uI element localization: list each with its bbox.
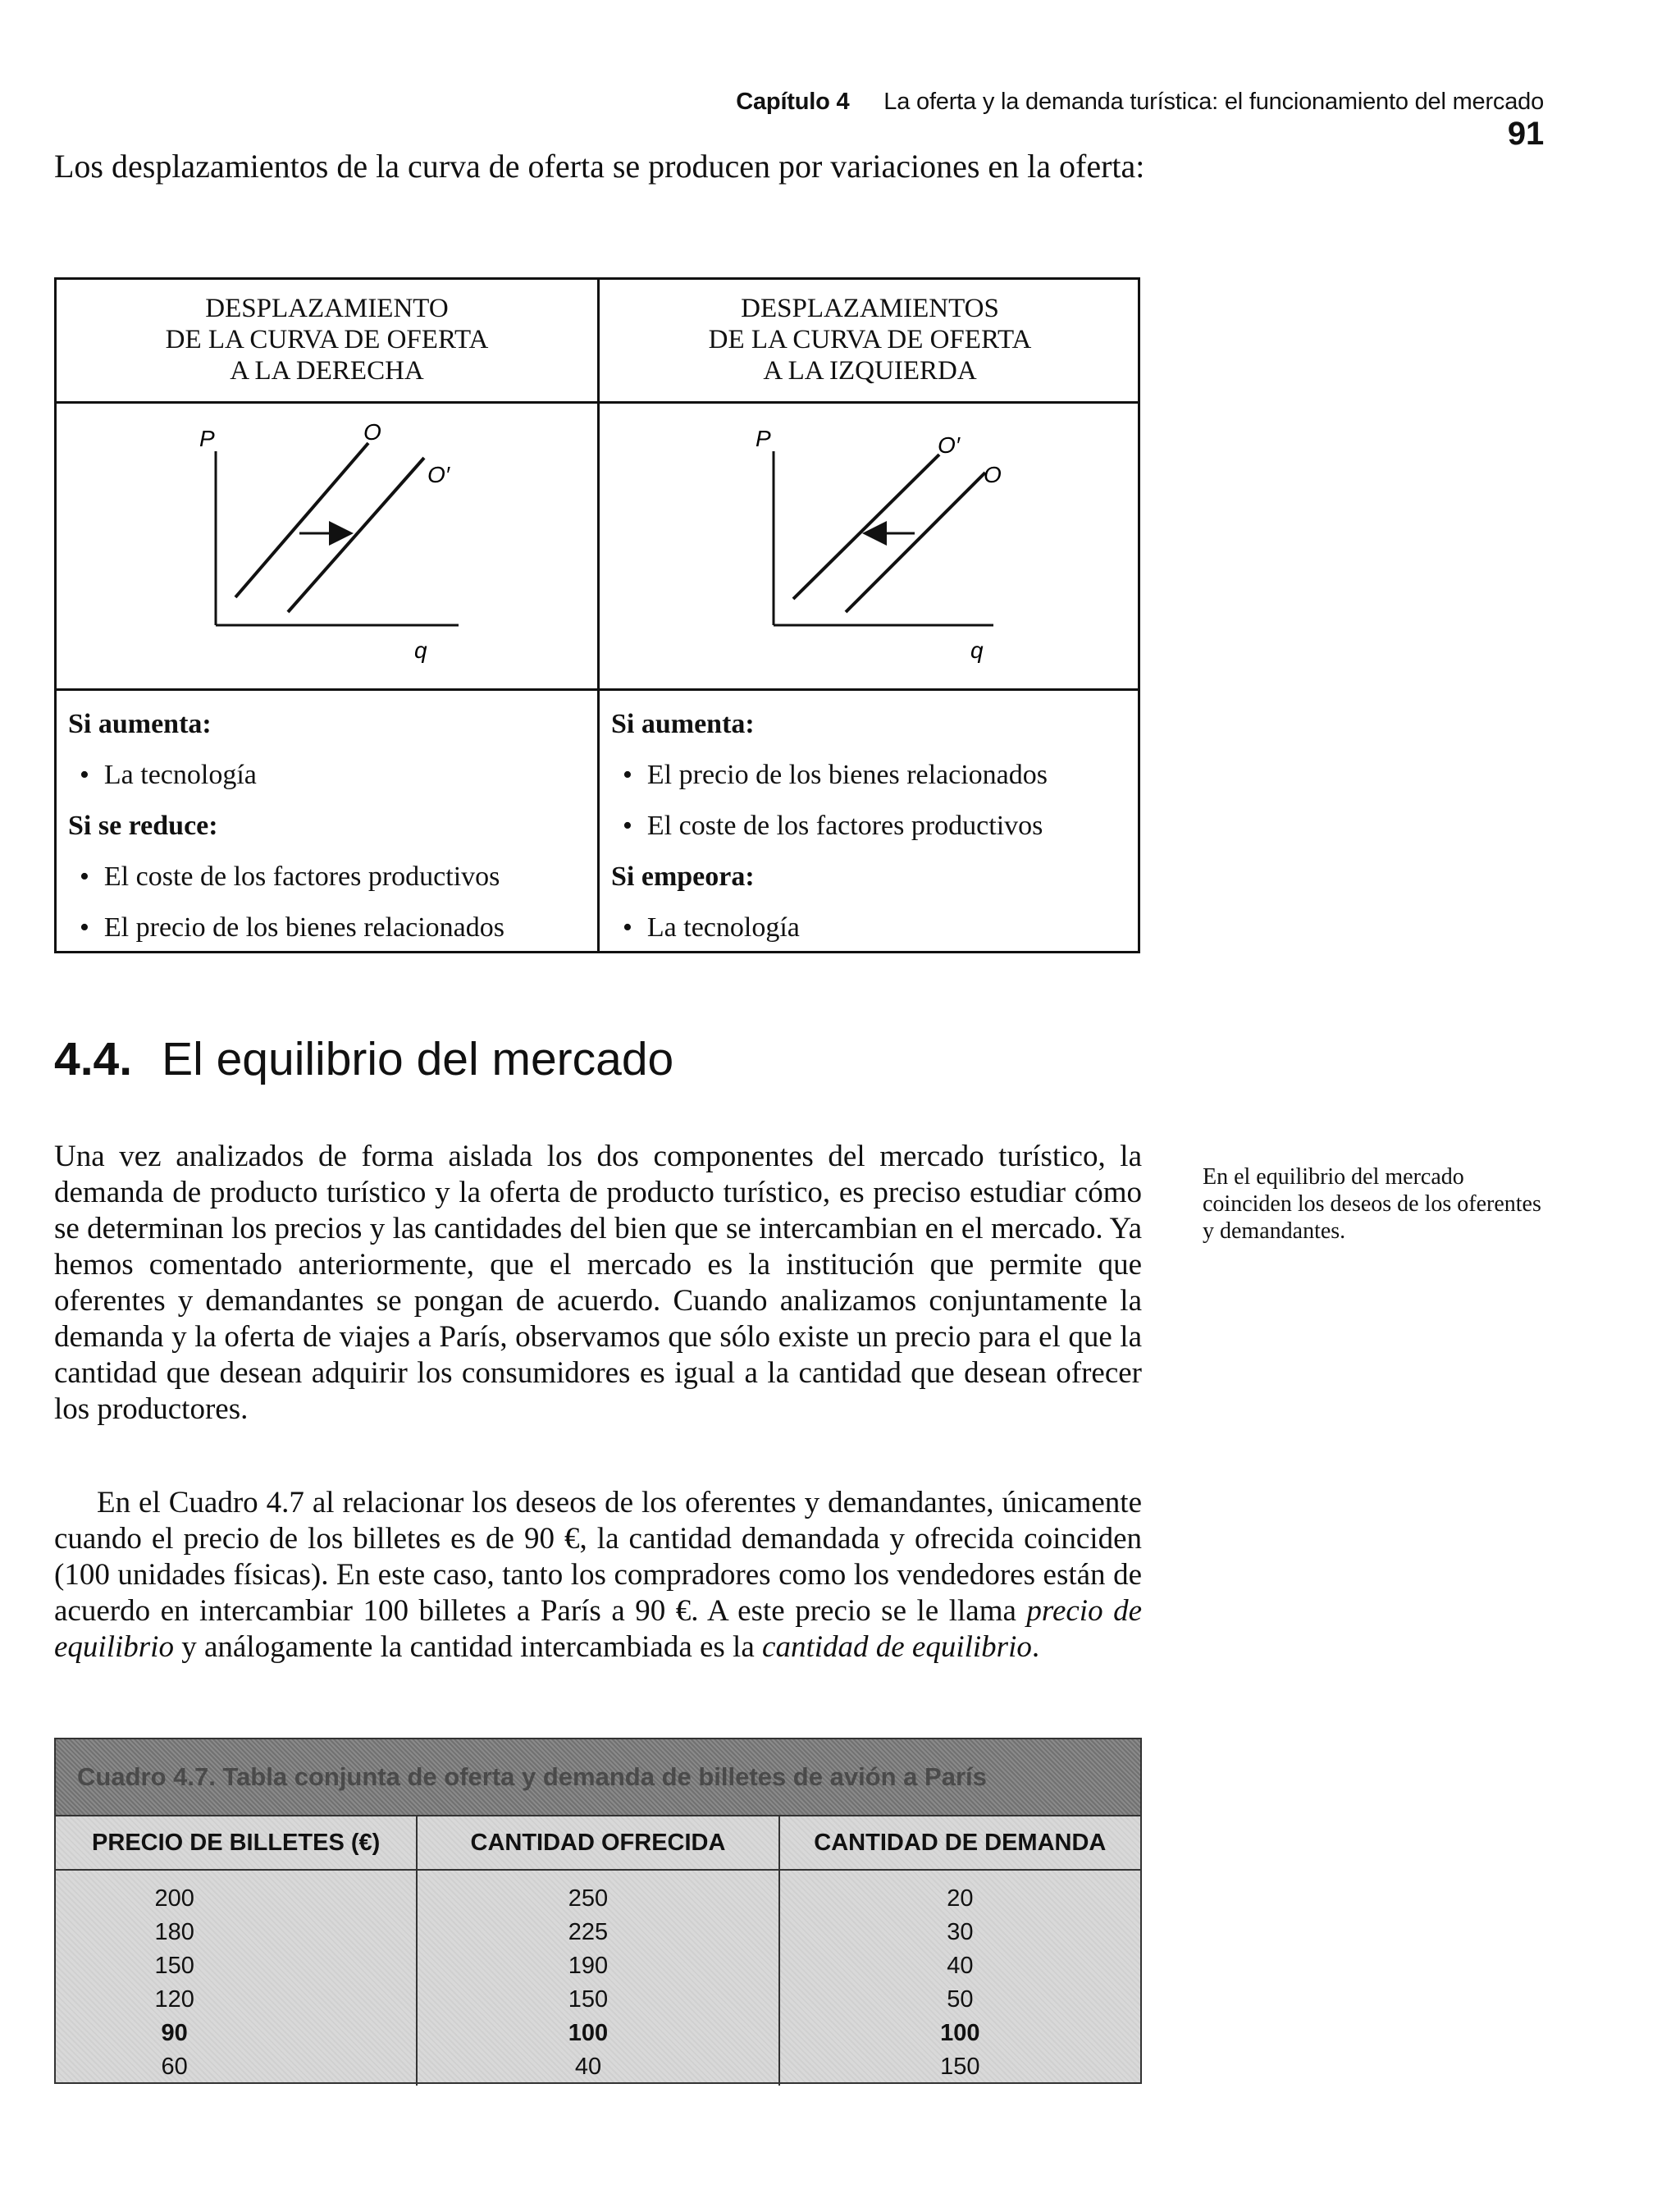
table-cell: 225 [568,1919,609,1945]
cause-item: • La tecnología [611,902,1140,953]
table-caption: Cuadro 4.7. Tabla conjunta de oferta y demanda de billetes de avión a París [56,1739,1140,1815]
intro-paragraph: Los desplazamientos de la curva de oferta se producen por variaciones en la oferta: [54,148,1145,185]
decrease-label: Si se reduce: [68,811,218,841]
cause-item: • El coste de los factores productivos [68,852,597,902]
page-number: 91 [1507,116,1544,152]
table-cell: 40 [574,2054,602,2080]
paragraph-text: . [1031,1630,1040,1664]
left-shift-heading [600,280,1140,404]
table-cell: 30 [947,1919,974,1945]
curve-o-label: O [363,419,381,445]
supply-shift-table [54,277,1140,953]
heading-line: DESPLAZAMIENTO [205,294,449,323]
table-cell: 190 [568,1953,609,1979]
section-title: El equilibrio del mercado [162,1033,674,1085]
worsen-label: Si empeora: [611,861,755,892]
section-heading [54,1032,673,1086]
right-shift-graph-svg [57,404,598,688]
q-axis-label: q [970,637,984,663]
column-header-price: PRECIO DE BILLETES (€) [92,1830,381,1856]
supply-demand-table [54,1738,1142,2084]
table-cell: 150 [568,1986,609,2013]
left-shift-causes [600,691,1140,953]
right-shift-graph [57,404,597,691]
heading-line: DE LA CURVA DE OFERTA [708,325,1032,354]
table-cell: 40 [947,1953,974,1979]
table-cell: 150 [940,2054,980,2080]
heading-line: A LA IZQUIERDA [763,356,977,386]
cause-item: • El precio de los bienes relacionados [611,750,1140,801]
curve-o-prime-label: O′ [938,432,961,458]
supply-curve-o-prime [288,458,424,612]
supply-curve-o [846,473,985,612]
left-shift-column [597,280,1140,951]
curve-o-label: O [984,462,1002,487]
column-header-demanded: CANTIDAD DE DEMANDA [778,1816,1140,1869]
chapter-label: Capítulo 4 [736,89,850,115]
body-paragraph-1: Una vez analizados de forma aislada los dos componentes del mercado turístico, la demanda de producto turístico y la oferta de producto turístico, es preciso estudiar cómo se determinan los precios y las cantidades del bien que se intercambian en el mercado. Ya hemos comentado anteriormente, que el mercado es la institución que permite que oferentes y demandantes se pongan de acuerdo. Cuando analizamos conjuntamente la demanda y la oferta de viajes a París, observamos que sólo existe un precio para el que la cantidad que desean adquirir los consumidores es igual a la cantidad que desean ofrecer los productores. [54,1140,1142,1426]
right-shift-column [57,280,597,951]
right-shift-causes [57,691,597,953]
running-head [705,89,1544,153]
margin-note: En el equilibrio del mercado coinciden los deseos de los oferentes y demandantes. [1203,1164,1541,1244]
table-header-row [56,1815,1140,1871]
p-axis-label: P [199,426,215,451]
table-cell-equilibrium: 100 [568,2020,609,2046]
left-shift-graph [600,404,1140,691]
paragraph-text: y análogamente la cantidad intercambiada es la [173,1630,763,1664]
right-shift-heading [57,280,597,404]
section-number: 4.4. [54,1033,133,1085]
body-paragraph-2 [54,1485,1142,1666]
heading-line: A LA DERECHA [230,356,424,386]
heading-line: DESPLAZAMIENTOS [741,294,999,323]
table-cell: 200 [154,1885,194,1912]
demanded-column [778,1871,1140,2086]
increase-label: Si aumenta: [68,709,212,739]
cause-item: • El precio de los bienes relacionados [68,902,597,953]
term-equilibrium-quantity: cantidad de equilibrio [762,1630,1032,1664]
table-cell-equilibrium: 100 [940,2020,980,2046]
table-cell: 150 [154,1953,194,1979]
chapter-title: La oferta y la demanda turística: el funcionamiento del mercado [883,89,1544,115]
paragraph-text: En el Cuadro 4.7 al relacionar los deseos de los oferentes y demandantes, únicamente cuando el precio de los billetes es de 90 €, la cantidad demandada y ofrecida coinciden (100 unidades físicas). En este caso, tanto los compradores como los vendedores están de acuerdo en intercambiar 100 billetes a París a 90 €. A este precio se le llama [54,1486,1142,1628]
p-axis-label: P [756,426,771,451]
price-column [56,1871,416,2086]
term-equilibrium-price: precio de equilibrio [54,1594,1143,1664]
supply-curve-o [235,443,368,597]
curve-o-prime-label: O′ [427,462,450,487]
cause-item: • La tecnología [68,750,597,801]
q-axis-label: q [414,637,427,663]
table-body [56,1871,1140,2086]
table-cell: 120 [154,1986,194,2013]
left-shift-graph-svg [600,404,1141,688]
table-cell: 20 [947,1885,974,1912]
table-cell: 180 [154,1919,194,1945]
table-cell: 250 [568,1885,609,1912]
supply-curve-o-prime [793,455,939,599]
table-cell: 60 [161,2054,188,2080]
heading-line: DE LA CURVA DE OFERTA [165,325,489,354]
cause-item: • El coste de los factores productivos [611,801,1140,852]
table-cell-equilibrium: 90 [161,2020,188,2046]
column-header-supplied: CANTIDAD OFRECIDA [416,1816,778,1869]
table-cell: 50 [947,1986,974,2013]
supplied-column [416,1871,778,2086]
increase-label: Si aumenta: [611,709,755,739]
